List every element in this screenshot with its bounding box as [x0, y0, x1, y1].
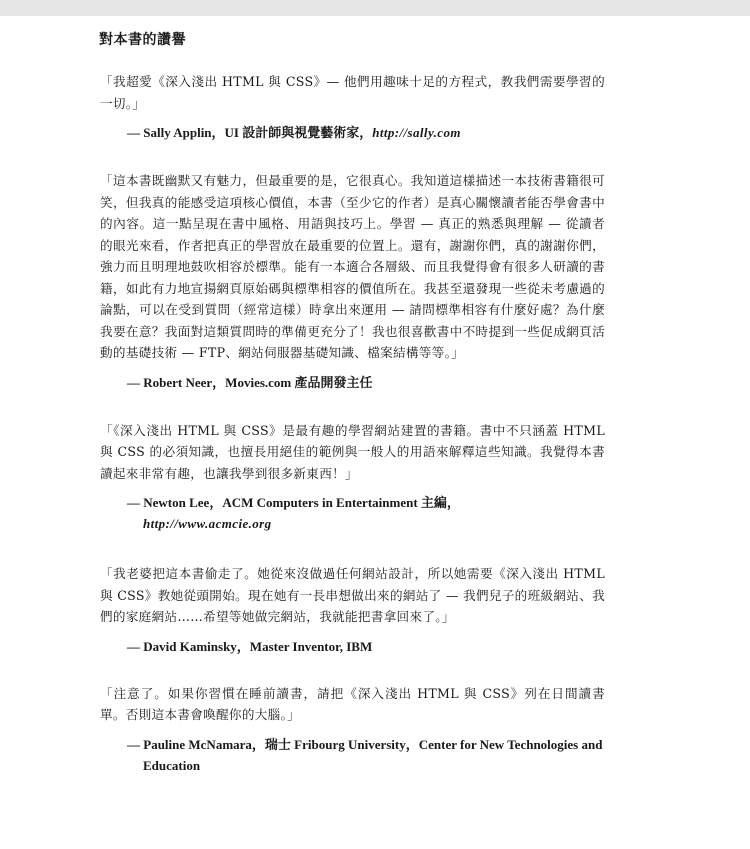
testimonial-author [127, 636, 605, 657]
author-name: — Robert Neer，Movies.com 產品開發主任 [127, 374, 373, 390]
testimonial-quote: 「《深入淺出 HTML 與 CSS》是最有趣的學習網站建置的書籍。書中不只涵蓋 HTML 與 CSS 的必須知識，也擅長用絕佳的範例與一般人的用語來解釋這些知識。我覺得本書讀起來非常有趣，也讓我學到很多新東西！」 [100, 422, 605, 481]
testimonial-quote: 「我老婆把這本書偷走了。她從來沒做過任何網站設計，所以她需要《深入淺出 HTML 與 CSS》教她從頭開始。現在她有一長串想做出來的網站了 — 我們兒子的班級網站、我們的家庭網站……希望等她做完網站，我就能把書拿回來了。」 [100, 566, 605, 624]
testimonial-author [127, 492, 605, 534]
author-url: http://sally.com [372, 125, 461, 140]
testimonial [100, 71, 605, 143]
page-content [100, 30, 605, 802]
testimonial-quote: 「注意了。如果你習慣在睡前讀書，請把《深入淺出 HTML 與 CSS》列在日間讀書單。否則這本書會喚醒你的大腦。」 [100, 685, 605, 722]
author-name: — Pauline McNamara，瑞士 Fribourg University，Center for New Technologies and Education [127, 736, 603, 773]
testimonial-quote: 「我超愛《深入淺出 HTML 與 CSS》— 他們用趣味十足的方程式，教我們需要學習的一切。」 [100, 74, 605, 111]
author-name: — Sally Applin，UI 設計師與視覺藝術家， [127, 125, 373, 140]
testimonial [100, 683, 605, 776]
testimonial [100, 563, 605, 657]
testimonial-author [127, 372, 605, 393]
page-title: 對本書的讚譽 [99, 32, 186, 48]
testimonial-author [127, 122, 605, 143]
author-name: — Newton Lee，ACM Computers in Entertainment 主編， [127, 495, 460, 510]
testimonial [100, 170, 605, 393]
testimonial-author [127, 734, 605, 776]
top-strip [0, 0, 750, 16]
testimonial [100, 420, 605, 535]
author-name: — David Kaminsky，Master Inventor, IBM [127, 638, 373, 654]
author-url: http://www.acmcie.org [143, 516, 272, 531]
testimonial-quote: 「這本書既幽默又有魅力，但最重要的是，它很真心。我知道這樣描述一本技術書籍很可笑，但我真的能感受這項核心價值，本書（至少它的作者）是真心關懷讀者能否學會書中的內容。這一點呈現在書中風格、用語與技巧上。學習 — 真正的熟悉與理解 — 從讀者的眼光來看，作者把真正的學習放在最重要的位置上。還有，謝謝你們，真的謝謝你們，強力而且明理地鼓吹相容於標準。能有一本適合各層級、而且我覺得會有很多人研讀的書籍，如此有力地宣揚網頁原始碼與標準相容的價值所在。我甚至還發現一些從未考慮過的論點，可以在受到質問（經常這樣）時拿出來運用 — 請問標準相容有什麼好處？為什麼我要在意？我面對這類質問時的準備更充分了！我也很喜歡書中不時提到一些促成網頁活動的基礎技術 — FTP、網站伺服器基礎知識、檔案結構等等。」 [100, 173, 605, 360]
